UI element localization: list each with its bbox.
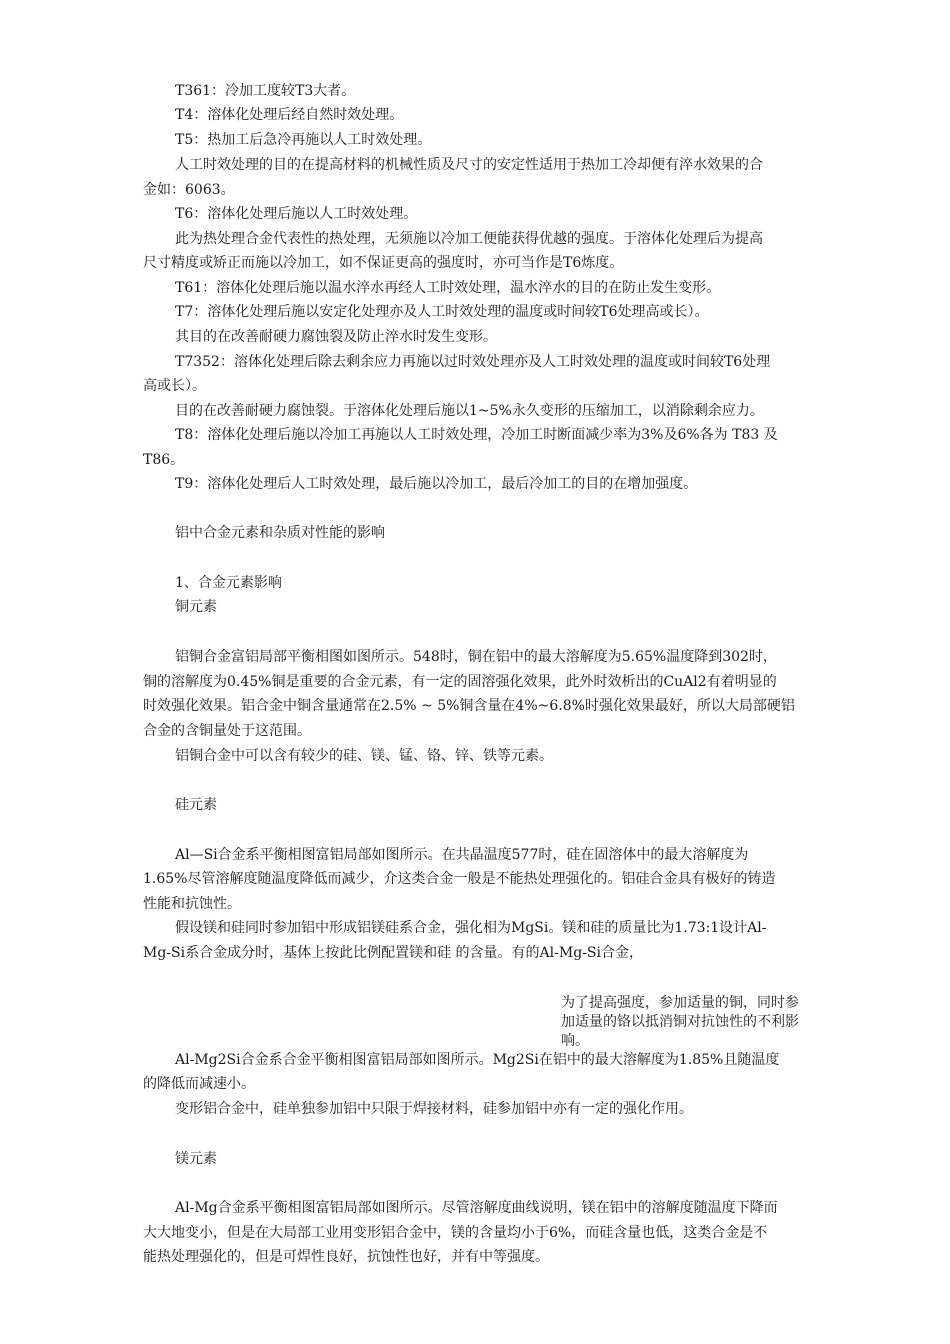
text-line: 高或长）。 [143,378,206,394]
text-line: 铜的溶解度为0.45%铜是重要的合金元素，有一定的固溶强化效果，此外时效析出的CuAl2有着明显的 [143,674,777,690]
text-line: Al—Si合金系平衡相图富铝局部如图所示。在共晶温度577时，硅在固溶体中的最大溶解度为 [175,847,749,863]
text-line: T7：溶体化处理后施以安定化处理亦及人工时效处理的温度或时间较T6处理高或长）。 [175,304,709,320]
text-line: 的降低而减速小。 [143,1076,255,1092]
text-line: 变形铝合金中，硅单独参加铝中只限于焊接材料，硅参加铝中亦有一定的强化作用。 [175,1101,693,1117]
section-heading: 1、合金元素影响 [175,575,282,591]
subsection-heading: 铜元素 [175,599,217,615]
text-line: T8：溶体化处理后施以冷加工再施以人工时效处理，冷加工时断面减少率为3%及6%各为 T83 及 [175,427,778,443]
text-line: 响。 [561,1033,589,1049]
text-line: Al-Mg合金系平衡相图富铝局部如图所示。尽管溶解度曲线说明，镁在铝中的溶解度随温度下降而 [175,1200,778,1216]
subsection-heading: 镁元素 [175,1151,217,1167]
text-line: 尺寸精度或矫正而施以冷加工，如不保证更高的强度时，亦可当作是T6炼度。 [143,255,624,271]
text-line: T7352：溶体化处理后除去剩余应力再施以过时效处理亦及人工时效处理的温度或时间较T6处理 [175,354,771,370]
text-line: 性能和抗蚀性。 [143,896,241,912]
text-line: 人工时效处理的目的在提高材料的机械性质及尺寸的安定性适用于热加工冷却便有淬水效果的合 [175,157,763,173]
text-line: T361：冷加工度较T3大者。 [175,83,356,99]
text-line: 铝铜合金中可以含有较少的硅、镁、锰、铬、锌、铁等元素。 [175,748,553,764]
text-line: T6：溶体化处理后施以人工时效处理。 [175,206,418,222]
text-line: 目的在改善耐硬力腐蚀裂。于溶体化处理后施以1~5%永久变形的压缩加工，以消除剩余应力。 [175,403,764,419]
text-line: Al-Mg2Si合金系合金平衡相图富铝局部如图所示。Mg2Si在铝中的最大溶解度为1.85%且随温度 [175,1052,780,1068]
text-line: T61：溶体化处理后施以温水淬水再经人工时效处理，温水淬水的目的在防止发生变形。 [175,280,721,296]
text-line: T86。 [143,452,185,468]
text-line: T5：热加工后急冷再施以人工时效处理。 [175,132,432,148]
text-line: T4：溶体化处理后经自然时效处理。 [175,107,404,123]
subsection-heading: 硅元素 [175,797,217,813]
text-line: 1.65%尽管溶解度随温度降低而减少，介这类合金一般是不能热处理强化的。铝硅合金具有极好的铸造 [143,871,776,887]
text-line: 为了提高强度，参加适量的铜，同时参 [561,995,799,1011]
text-line: 合金的含铜量处于这范围。 [143,723,311,739]
text-line: 其目的在改善耐硬力腐蚀裂及防止淬水时发生变形。 [175,329,497,345]
text-line: 假设镁和硅同时参加铝中形成铝镁硅系合金，强化相为MgSi。镁和硅的质量比为1.73:1设计Al- [175,920,767,936]
document-page [143,0,817,1344]
text-line: 铝铜合金富铝局部平衡相图如图所示。548时，铜在铝中的最大溶解度为5.65%温度降到302时， [175,649,777,665]
section-heading: 铝中合金元素和杂质对性能的影响 [175,525,385,541]
text-line: 此为热处理合金代表性的热处理，无须施以冷加工便能获得优越的强度。于溶体化处理后为提高 [175,231,763,247]
text-line: 金如：6063。 [143,182,235,198]
text-line: 能热处理强化的，但是可焊性良好，抗蚀性也好，并有中等强度。 [143,1249,549,1265]
text-line: 大大地变小，但是在大局部工业用变形铝合金中，镁的含量均小于6%，而硅含量也低，这类合金是不 [143,1225,768,1241]
text-line: 时效强化效果。铝合金中铜含量通常在2.5% ~ 5%铜含量在4%~6.8%时强化效果最好，所以大局部硬铝 [143,698,795,714]
text-line: 加适量的铬以抵消铜对抗蚀性的不利影 [561,1014,799,1030]
text-line: T9：溶体化处理后人工时效处理，最后施以冷加工，最后冷加工的目的在增加强度。 [175,476,698,492]
text-line: Mg-Si系合金成分时，基体上按此比例配置镁和硅 的含量。有的Al-Mg-Si合金， [143,945,643,961]
